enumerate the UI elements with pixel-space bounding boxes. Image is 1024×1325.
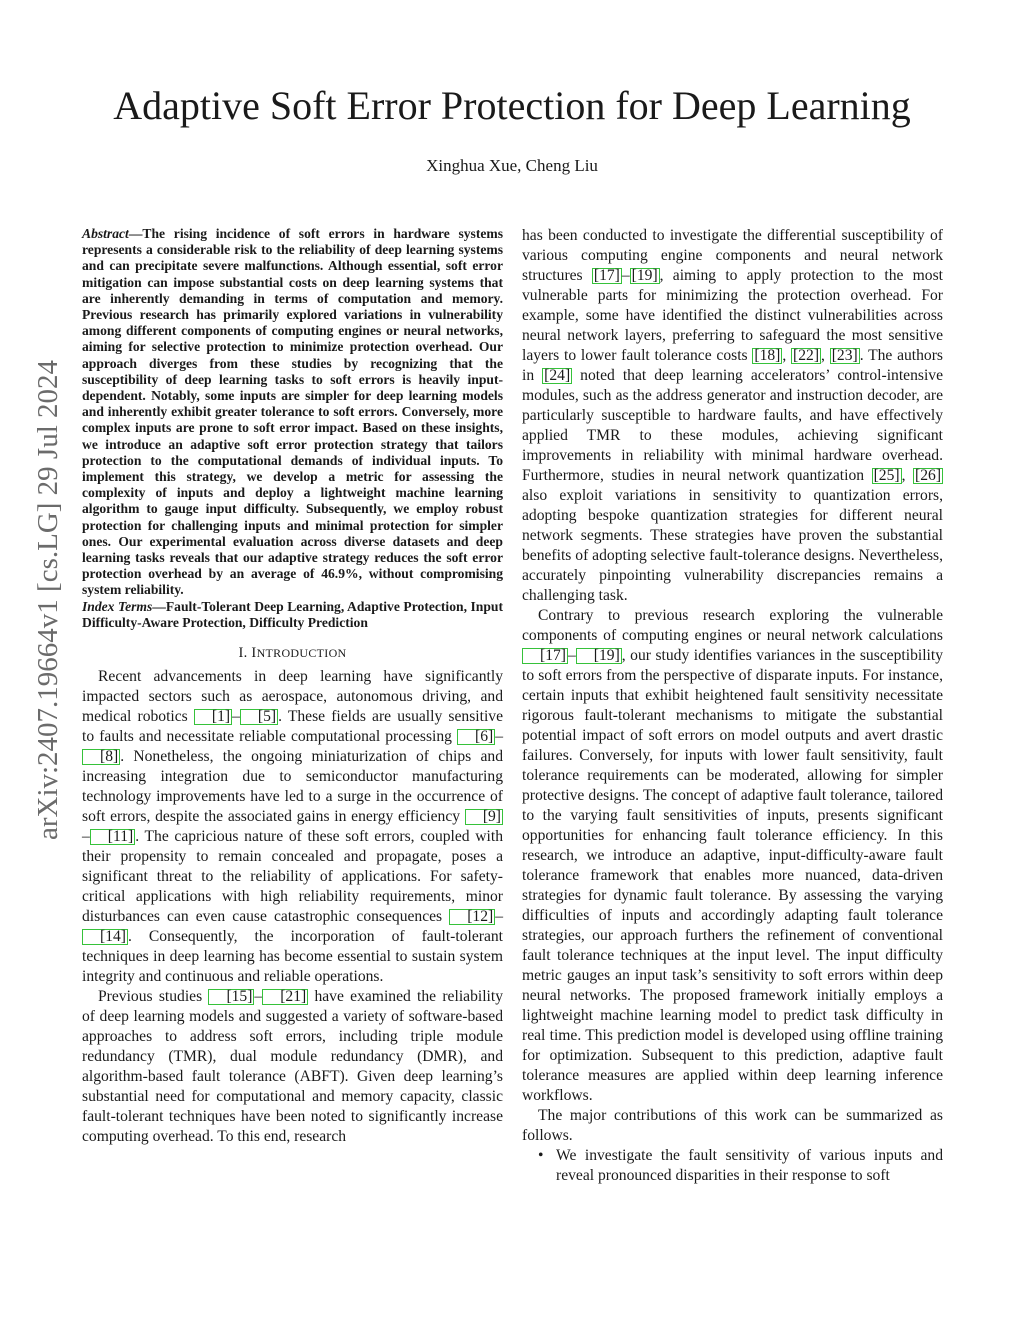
section-numeral: I. I bbox=[238, 645, 257, 662]
text-run: has been conducted to investigate the differential susceptibility of various computing engine components and neural network structures bbox=[522, 227, 943, 284]
citation-link[interactable]: [1] bbox=[194, 709, 232, 725]
list-item bbox=[538, 1146, 943, 1186]
citation-link[interactable]: [9] bbox=[465, 809, 503, 825]
citation-link[interactable]: [17] bbox=[522, 648, 568, 664]
citation-link[interactable]: [8] bbox=[82, 749, 120, 765]
citation-link[interactable]: [25] bbox=[873, 467, 900, 484]
citation-link[interactable]: [11] bbox=[90, 829, 135, 845]
citation-link[interactable]: [21] bbox=[262, 989, 308, 1005]
text-run: have examined the reliability of deep learning models and suggested a variety of software-based approaches to address soft errors, including triple module redundancy (TMR), dual module redundancy (DMR), and algorithm-based fault tolerance (ABFT). Given deep learning’s substantial need for computational and memory capacity, classic fault-tolerant techniques have been noted to significantly increase computing overhead. To this end, research bbox=[82, 988, 503, 1146]
citation-link[interactable]: [24] bbox=[544, 367, 571, 384]
left-column bbox=[82, 226, 503, 1147]
text-run: – bbox=[495, 728, 503, 746]
text-run: – bbox=[254, 988, 263, 1006]
intro-paragraph-2-continued bbox=[522, 226, 943, 606]
index-terms-text: —Fault-Tolerant Deep Learning, Adaptive Protection, Input Difficulty-Aware Protection, Difficulty Prediction bbox=[82, 598, 504, 630]
section-name: NTRODUCTION bbox=[256, 646, 347, 661]
index-terms bbox=[82, 599, 503, 631]
citation-link[interactable]: [6] bbox=[457, 729, 495, 745]
text-run: , bbox=[901, 467, 914, 484]
text-run: , bbox=[821, 347, 830, 364]
text-run: Previous studies bbox=[98, 988, 209, 1006]
citation-link[interactable]: [14] bbox=[82, 929, 128, 945]
text-run: also exploit variations in sensitivity to quantization errors, adopting bespoke quantization strategies for different neural network segments. These strategies have proven the substantial benefits of adopting selective fault-tolerance designs. Nevertheless, accurately pinpointing vulnerability discrepancies remains a challenging task. bbox=[522, 487, 943, 604]
abstract bbox=[82, 226, 503, 599]
paper-authors: Xinghua Xue, Cheng Liu bbox=[426, 156, 598, 175]
intro-paragraph-3 bbox=[522, 606, 943, 1106]
text-run: , our study identifies variances in the susceptibility to soft errors from the perspective of disparate inputs. For instance, certain inputs that exhibit heightened fault sensitivity necessitate rigorous fault-tolerant mechanisms to mitigate the substantial potential impact of soft errors on model outputs and avert drastic failures. Conversely, for inputs with lower fault sensitivity, fault tolerance requirements can be moderated, allowing for simpler protective designs. The concept of adaptive fault tolerance, tailored to the varying fault sensitivities of inputs, presents significant opportunities for enhancing fault tolerance efficiency. In this research, we introduce an adaptive, input-difficulty-aware fault tolerance framework that enables more nuanced, data-driven strategies for dynamic fault tolerance. By assessing the varying difficulties of inputs and accordingly adapting fault tolerance strategies, our approach furthers the refinement of conventional fault tolerance techniques at the input level. The input difficulty metric gauges an input task’s sensitivity to soft errors within deep neural networks. The proposed framework initially employs a lightweight machine learning model to predict task difficulty in real time. This prediction model is developed using offline training for optimization. Subsequent to this prediction, adaptive fault tolerance measures are applied within deep learning inference workflows. bbox=[522, 647, 943, 1104]
text-run: . Consequently, the incorporation of fault-tolerant techniques in deep learning has become essential to sustain system integrity and continuous and reliable operations. bbox=[82, 928, 503, 986]
citation-link[interactable]: [19] bbox=[576, 648, 622, 664]
intro-paragraph-4: The major contributions of this work can be summarized as follows. bbox=[522, 1107, 943, 1144]
text-run: – bbox=[495, 908, 503, 926]
citation-link[interactable]: [5] bbox=[240, 709, 278, 725]
text-run: noted that deep learning accelerators’ control-intensive modules, such as the address generator and instruction decoder, are particularly susceptible to hardware faults, and have effectively applied TMR to these modules, achieving significant improvements in reliability with minimal hardware overhead. Furthermore, studies in neural network quantization bbox=[522, 367, 943, 484]
citation-link[interactable]: [26] bbox=[915, 467, 942, 484]
text-run: . Nonetheless, the ongoing miniaturization of chips and increasing integration due to semiconductor manufacturing technology improvements have led to a surge in the occurrence of soft errors, despite the associated gains in energy efficiency bbox=[82, 748, 503, 826]
citation-link[interactable]: [17] bbox=[593, 267, 620, 284]
section-heading-introduction bbox=[82, 643, 503, 663]
text-run: Recent advancements in deep learning have significantly impacted sectors such as aerospace, autonomous driving, and medical robotics bbox=[82, 668, 503, 726]
text-run: – bbox=[567, 647, 576, 664]
text-run: , bbox=[782, 347, 792, 364]
citation-link[interactable]: [12] bbox=[449, 909, 495, 925]
contributions-list bbox=[522, 1146, 943, 1186]
intro-paragraph-1 bbox=[82, 667, 503, 987]
intro-paragraph-2 bbox=[82, 987, 503, 1147]
text-run: – bbox=[621, 267, 630, 284]
right-column bbox=[522, 226, 943, 1186]
citation-link[interactable]: [19] bbox=[631, 267, 658, 284]
index-terms-label: Index Terms bbox=[82, 598, 153, 614]
paper-title: Adaptive Soft Error Protection for Deep Learning bbox=[113, 83, 911, 128]
arxiv-identifier[interactable]: arXiv:2407.19664v1 [cs.LG] 29 Jul 2024 bbox=[32, 359, 64, 841]
text-run: . The authors in bbox=[522, 347, 943, 384]
text-run: , aiming to apply protection to the most vulnerable parts for minimizing the protection overhead. For example, some have identified the distinct vulnerabilities across neural network layers, preferring to safeguard the most sensitive layers to lower fault tolerance costs bbox=[522, 267, 944, 364]
text-run: – bbox=[82, 828, 90, 846]
contribution-text: We investigate the fault sensitivity of various inputs and reveal pronounced disparities in their response to soft bbox=[556, 1147, 943, 1184]
citation-link[interactable]: [18] bbox=[754, 347, 781, 364]
abstract-text: —The rising incidence of soft errors in hardware systems represents a considerable risk to the reliability of deep learning systems and can precipitate severe malfunctions. Although essential, soft error mitigation can impose substantial costs on deep learning systems that are inherently demanding in terms of computation and memory. Previous research has primarily explored variations in vulnerability among different components of computing engines or neural networks, aiming for selective protection to minimize protection overhead. Our approach diverges from these studies by recognizing that the susceptibility of deep learning tasks to soft errors is heavily input-dependent. Notably, some inputs are simpler for deep learning models and inherently exhibit greater tolerance to soft errors. Conversely, more complex inputs are prone to soft error impact. Based on these insights, we introduce an adaptive soft error protection strategy that tailors protection to the computational demands of individual inputs. To implement this strategy, we develop a metric for assessing the complexity of inputs and deploy a lightweight machine learning algorithm to gauge input difficulty. Subsequently, we employ robust protection for challenging inputs and minimal protection for simpler ones. Our experimental evaluation across diverse datasets and deep learning tasks reveals that our adaptive strategy reduces the soft error protection overhead by an average of 46.9%, without compromising system reliability. bbox=[82, 226, 503, 598]
citation-link[interactable]: [15] bbox=[208, 989, 254, 1005]
text-run: . The capricious nature of these soft errors, coupled with their propensity to remain concealed and propagate, poses a significant threat to the reliability of applications. For safety-critical applications with high reliability requirements, minor disturbances can even cause catastrophic consequences bbox=[82, 828, 503, 926]
text-run: – bbox=[232, 708, 240, 726]
text-run: . These fields are usually sensitive to faults and necessitate reliable computational processing bbox=[82, 708, 503, 746]
citation-link[interactable]: [22] bbox=[793, 347, 820, 364]
text-run: Contrary to previous research exploring the vulnerable components of computing engines or neural network calculations bbox=[522, 607, 943, 644]
citation-link[interactable]: [23] bbox=[831, 347, 858, 364]
abstract-label: Abstract bbox=[82, 226, 129, 241]
bullet-icon: • bbox=[538, 1147, 544, 1164]
